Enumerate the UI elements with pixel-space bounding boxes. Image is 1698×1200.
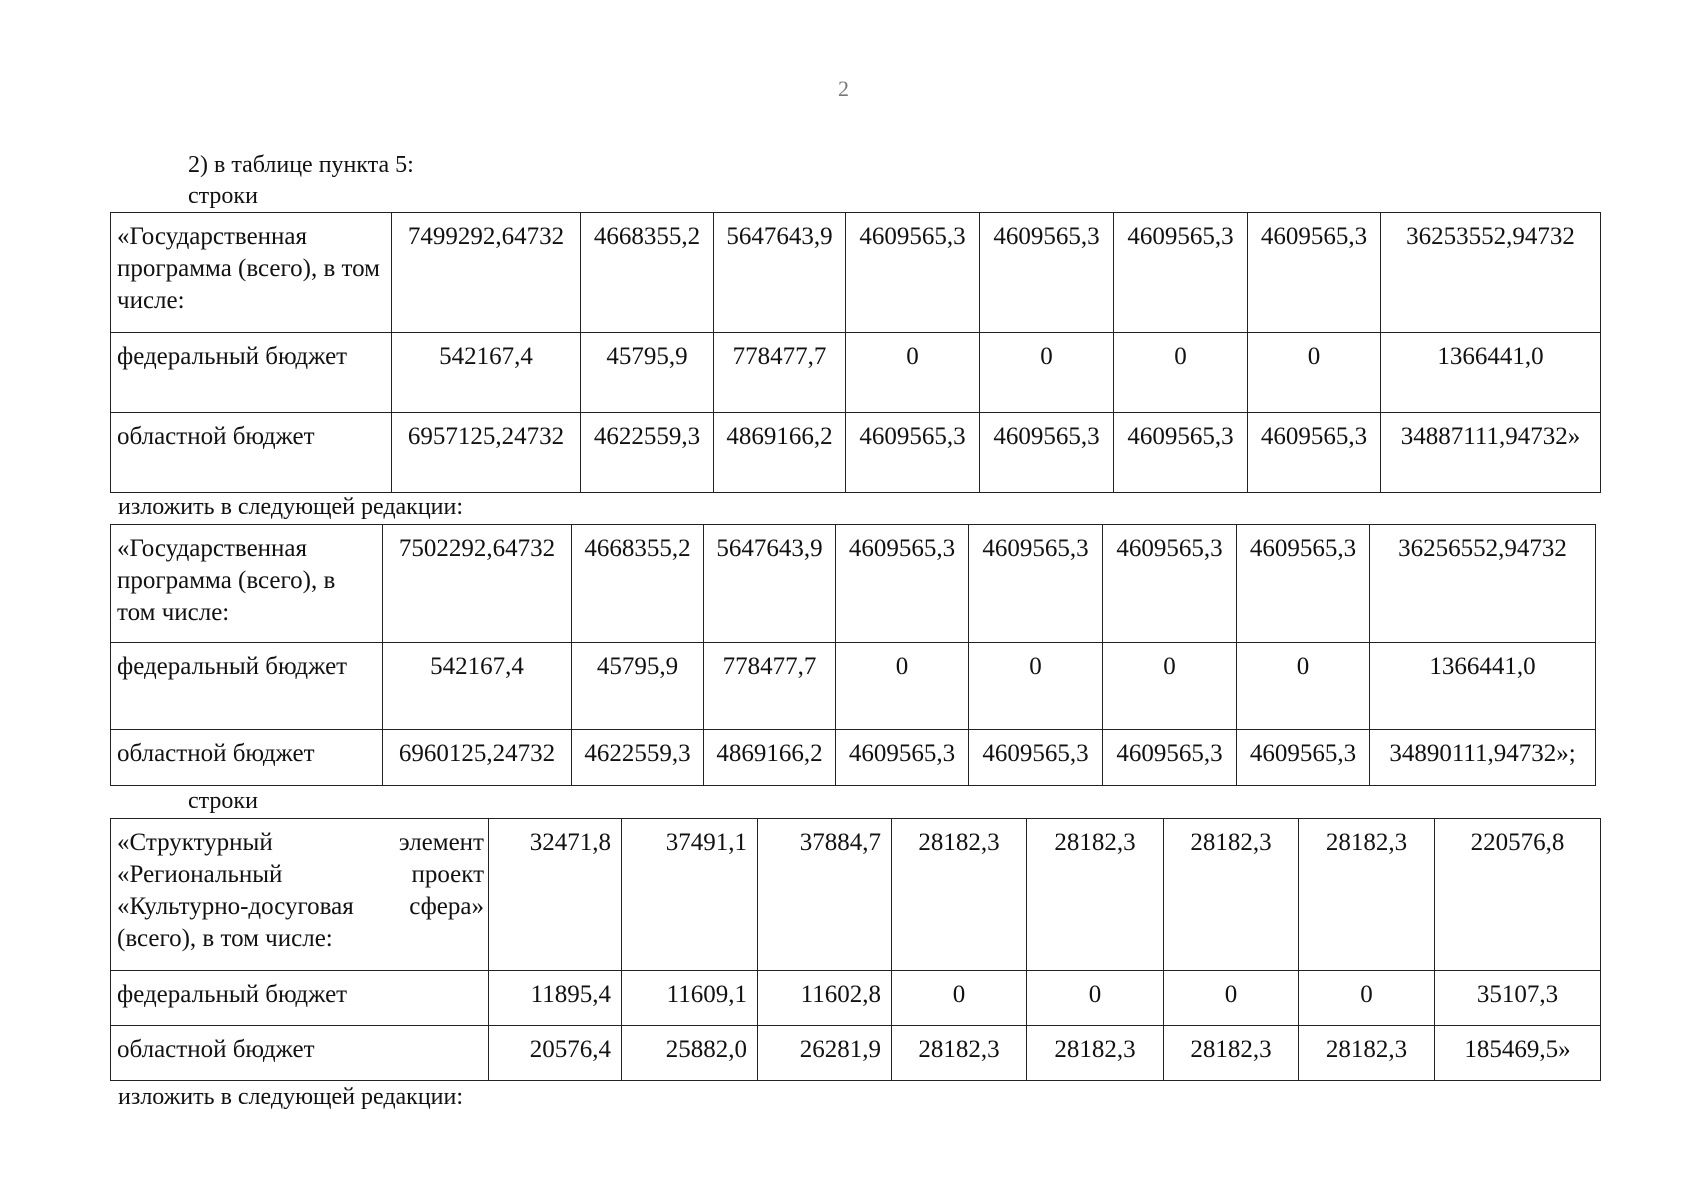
table-cell: 45795,9 <box>581 333 714 413</box>
replace-label: изложить в следующей редакции: <box>118 494 464 520</box>
table-cell: 11895,4 <box>489 971 622 1026</box>
table-cell: 4609565,3 <box>836 730 969 786</box>
table-cell: 778477,7 <box>714 333 846 413</box>
table-cell: 4609565,3 <box>969 730 1103 786</box>
table-cell: 36253552,94732 <box>1381 213 1601 333</box>
table-current-project <box>110 818 1601 1081</box>
table-cell: 4609565,3 <box>1114 213 1248 333</box>
table-row <box>111 333 1601 413</box>
table-current-program <box>110 212 1601 493</box>
row-name: «Структурный элемент «Региональный проект «Культурно-досуговая сфера» (всего), в том числе: <box>111 819 489 971</box>
table-cell: 6957125,24732 <box>392 413 581 493</box>
table-cell: 0 <box>1299 971 1435 1026</box>
table-cell: 0 <box>892 971 1027 1026</box>
table-cell: 4609565,3 <box>980 413 1114 493</box>
table-cell: 32471,8 <box>489 819 622 971</box>
row-name: федеральный бюджет <box>111 971 489 1026</box>
table-cell: 11609,1 <box>622 971 758 1026</box>
table-row <box>111 413 1601 493</box>
row-name: федеральный бюджет <box>111 643 383 730</box>
table-cell: 4622559,3 <box>581 413 714 493</box>
table-cell: 4668355,2 <box>572 525 704 643</box>
table-cell: 1366441,0 <box>1370 643 1596 730</box>
table-cell: 28182,3 <box>1299 819 1435 971</box>
table-cell: 28182,3 <box>1027 819 1164 971</box>
table-cell: 4609565,3 <box>846 413 980 493</box>
table-cell: 4609565,3 <box>969 525 1103 643</box>
table-cell: 4609565,3 <box>1114 413 1248 493</box>
intro-item-line: 2) в таблице пункта 5: <box>188 152 414 178</box>
page-number: 2 <box>838 76 849 101</box>
row-name: областной бюджет <box>111 730 383 786</box>
row-name: федеральный бюджет <box>111 333 392 413</box>
table-cell: 34890111,94732»; <box>1370 730 1596 786</box>
table-cell: 7502292,64732 <box>383 525 572 643</box>
table-cell: 28182,3 <box>892 1026 1027 1081</box>
table-cell: 4609565,3 <box>1248 413 1381 493</box>
table-cell: 0 <box>1114 333 1248 413</box>
table-cell: 7499292,64732 <box>392 213 581 333</box>
table-cell: 0 <box>1248 333 1381 413</box>
table-cell: 4609565,3 <box>1248 213 1381 333</box>
table-row <box>111 1026 1601 1081</box>
table-cell: 4869166,2 <box>704 730 836 786</box>
table-cell: 0 <box>980 333 1114 413</box>
table-cell: 20576,4 <box>489 1026 622 1081</box>
table-row <box>111 525 1596 643</box>
row-name: областной бюджет <box>111 1026 489 1081</box>
table-cell: 28182,3 <box>1164 819 1299 971</box>
table-cell: 0 <box>969 643 1103 730</box>
table-cell: 542167,4 <box>383 643 572 730</box>
table-cell: 37884,7 <box>758 819 892 971</box>
rows-label: строки <box>188 788 258 814</box>
table-cell: 26281,9 <box>758 1026 892 1081</box>
row-name: областной бюджет <box>111 413 392 493</box>
table-row <box>111 213 1601 333</box>
table-cell: 36256552,94732 <box>1370 525 1596 643</box>
table-cell: 0 <box>1237 643 1370 730</box>
table-cell: 4609565,3 <box>1103 730 1237 786</box>
table-row <box>111 643 1596 730</box>
table-row <box>111 730 1596 786</box>
table-cell: 35107,3 <box>1435 971 1601 1026</box>
table-cell: 28182,3 <box>1299 1026 1435 1081</box>
table-cell: 220576,8 <box>1435 819 1601 971</box>
table-cell: 185469,5» <box>1435 1026 1601 1081</box>
table-cell: 28182,3 <box>1027 1026 1164 1081</box>
table-cell: 4609565,3 <box>1237 525 1370 643</box>
table-cell: 4609565,3 <box>980 213 1114 333</box>
table-cell: 28182,3 <box>892 819 1027 971</box>
table-row <box>111 971 1601 1026</box>
table-cell: 28182,3 <box>1164 1026 1299 1081</box>
table-cell: 11602,8 <box>758 971 892 1026</box>
table-cell: 4609565,3 <box>846 213 980 333</box>
table-cell: 4609565,3 <box>1237 730 1370 786</box>
table-cell: 4668355,2 <box>581 213 714 333</box>
replace-label: изложить в следующей редакции: <box>118 1084 464 1110</box>
table-cell: 0 <box>846 333 980 413</box>
table-cell: 0 <box>1103 643 1237 730</box>
table-cell: 0 <box>836 643 969 730</box>
table-cell: 1366441,0 <box>1381 333 1601 413</box>
table-cell: 542167,4 <box>392 333 581 413</box>
intro-rows-label: строки <box>188 183 258 209</box>
row-name: «Государственная программа (всего), в том числе: <box>111 213 392 333</box>
table-new-program <box>110 524 1596 786</box>
table-cell: 34887111,94732» <box>1381 413 1601 493</box>
table-row <box>111 819 1601 971</box>
table-cell: 6960125,24732 <box>383 730 572 786</box>
table-cell: 778477,7 <box>704 643 836 730</box>
table-cell: 0 <box>1164 971 1299 1026</box>
table-cell: 45795,9 <box>572 643 704 730</box>
table-cell: 0 <box>1027 971 1164 1026</box>
table-cell: 25882,0 <box>622 1026 758 1081</box>
table-cell: 4609565,3 <box>836 525 969 643</box>
table-cell: 4622559,3 <box>572 730 704 786</box>
table-cell: 4609565,3 <box>1103 525 1237 643</box>
intro-block <box>188 150 414 212</box>
table-cell: 37491,1 <box>622 819 758 971</box>
table-cell: 5647643,9 <box>714 213 846 333</box>
table-cell: 5647643,9 <box>704 525 836 643</box>
table-cell: 4869166,2 <box>714 413 846 493</box>
row-name: «Государственная программа (всего), в том числе: <box>111 525 383 643</box>
